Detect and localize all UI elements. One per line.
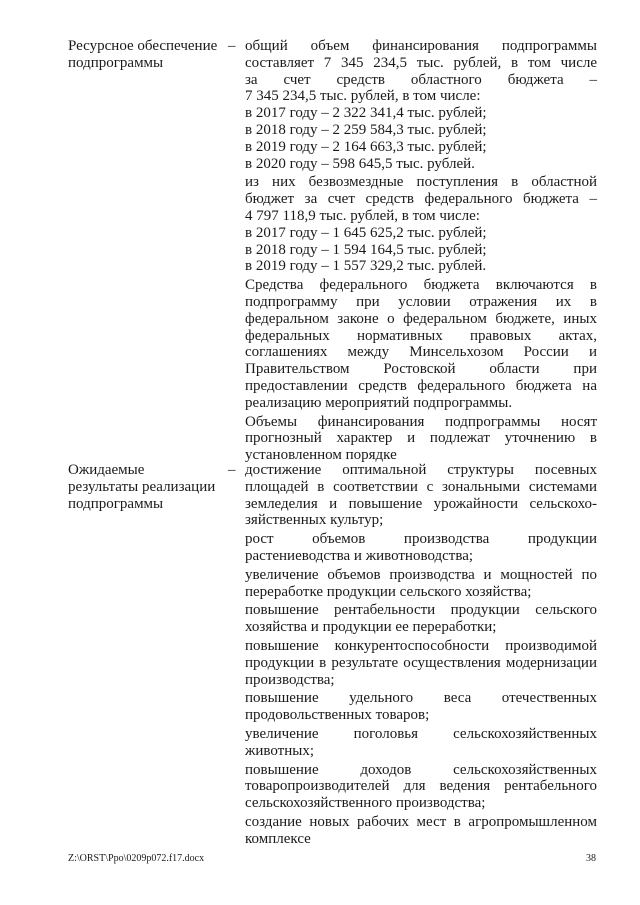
text-line: увеличение поголовья сельскохозяйственных — [245, 725, 597, 742]
text-line: составляет 7 345 234,5 тыс. рублей, в том числе — [245, 54, 597, 71]
text-line: Правительством Ростовской области при — [245, 361, 597, 378]
paragraph — [245, 814, 597, 848]
text-line: переработке продукции сельского хозяйства; — [245, 583, 532, 600]
text-line: прогнозный характер и подлежат уточнению в — [245, 430, 597, 447]
paragraph — [245, 726, 597, 760]
text-line: в 2019 году – 2 164 663,3 тыс. рублей; — [245, 138, 487, 155]
paragraph — [245, 414, 597, 464]
row-label-line: подпрограммы — [68, 54, 164, 71]
text-line: сельскохозяйственного производства; — [245, 795, 486, 812]
text-line: повышение удельного веса отечественных — [245, 690, 597, 707]
text-line: растениеводства и животноводства; — [245, 547, 474, 564]
text-line: из них безвозмездные поступления в областной — [245, 174, 597, 191]
text-line: реализацию мероприятий подпрограммы. — [245, 394, 513, 411]
paragraph — [245, 277, 597, 411]
text-line: комплексе — [245, 830, 311, 847]
paragraph — [245, 531, 597, 565]
paragraph — [245, 462, 597, 529]
text-line: в 2017 году – 1 645 625,2 тыс. рублей; — [245, 224, 487, 241]
text-line: соглашениях между Минсельхозом России и — [245, 344, 597, 361]
text-line: достижение оптимальной структуры посевных — [245, 462, 597, 478]
paragraph — [245, 690, 597, 724]
row-label — [68, 38, 226, 72]
text-line: зяйственных культур; — [245, 512, 384, 529]
text-line: установленном порядке — [245, 447, 397, 464]
text-line: Средства федерального бюджета включаются в — [245, 277, 597, 294]
text-line: подпрограмму при условии отражения их в — [245, 293, 597, 310]
text-line: федеральном законе о федеральном бюджете, иных — [245, 310, 597, 327]
text-line: 4 797 118,9 тыс. рублей, в том числе: — [245, 207, 480, 224]
row-dash: – — [228, 38, 236, 54]
paragraph — [245, 174, 597, 275]
text-line: Объемы финансирования подпрограммы носят — [245, 413, 597, 430]
text-line: повышение конкурентоспособности производимой — [245, 637, 597, 654]
row-label-line: результаты реализации — [68, 478, 216, 495]
row-label-line: Ожидаемые — [68, 462, 145, 478]
text-line: 7 345 234,5 тыс. рублей, в том числе: — [245, 88, 481, 105]
text-line: создание новых рабочих мест в агропромышленном — [245, 813, 597, 830]
text-line: товаропроизводителей для ведения рентабельного — [245, 778, 597, 795]
text-line: в 2018 году – 2 259 584,3 тыс. рублей; — [245, 121, 487, 138]
row-dash: – — [228, 462, 236, 478]
text-line: федеральных нормативных правовых актах, — [245, 327, 597, 344]
paragraph — [245, 762, 597, 812]
text-line: общий объем финансирования подпрограммы — [245, 38, 597, 54]
text-line: в 2018 году – 1 594 164,5 тыс. рублей; — [245, 241, 487, 258]
footer-file-path: Z:\ORST\Ppo\0209p072.f17.docx — [68, 853, 205, 864]
text-line: в 2017 году – 2 322 341,4 тыс. рублей; — [245, 105, 487, 122]
text-line: бюджет за счет средств федерального бюджета – — [245, 191, 597, 208]
text-line: повышение рентабельности продукции сельского — [245, 602, 597, 619]
text-line: хозяйства и продукции ее переработки; — [245, 619, 497, 636]
row-label-line: Ресурсное обеспечение — [68, 38, 218, 54]
text-line: животных; — [245, 742, 315, 759]
text-line: рост объемов производства продукции — [245, 531, 597, 548]
row-label — [68, 462, 226, 512]
text-line: в 2020 году – 598 645,5 тыс. рублей. — [245, 155, 475, 172]
text-line: увеличение объемов производства и мощностей по — [245, 566, 597, 583]
row-label-line: подпрограммы — [68, 495, 164, 512]
footer-page-number: 38 — [586, 853, 596, 864]
row-content — [245, 462, 597, 848]
paragraph — [245, 38, 597, 172]
row-content — [245, 38, 597, 464]
text-line: продовольственных товаров; — [245, 707, 430, 724]
text-line: земледелия и повышение урожайности сельскохо- — [245, 495, 597, 512]
paragraph — [245, 567, 597, 601]
paragraph — [245, 602, 597, 636]
text-line: предоставлении средств федерального бюджета на — [245, 377, 597, 394]
text-line: площадей в соответствии с зональными системами — [245, 478, 597, 495]
paragraph — [245, 638, 597, 688]
text-line: продукции в результате осуществления модернизации — [245, 654, 597, 671]
text-line: за счет средств областного бюджета – — [245, 71, 597, 88]
text-line: производства; — [245, 671, 335, 688]
text-line: повышение доходов сельскохозяйственных — [245, 761, 597, 778]
text-line: в 2019 году – 1 557 329,2 тыс. рублей. — [245, 258, 487, 275]
